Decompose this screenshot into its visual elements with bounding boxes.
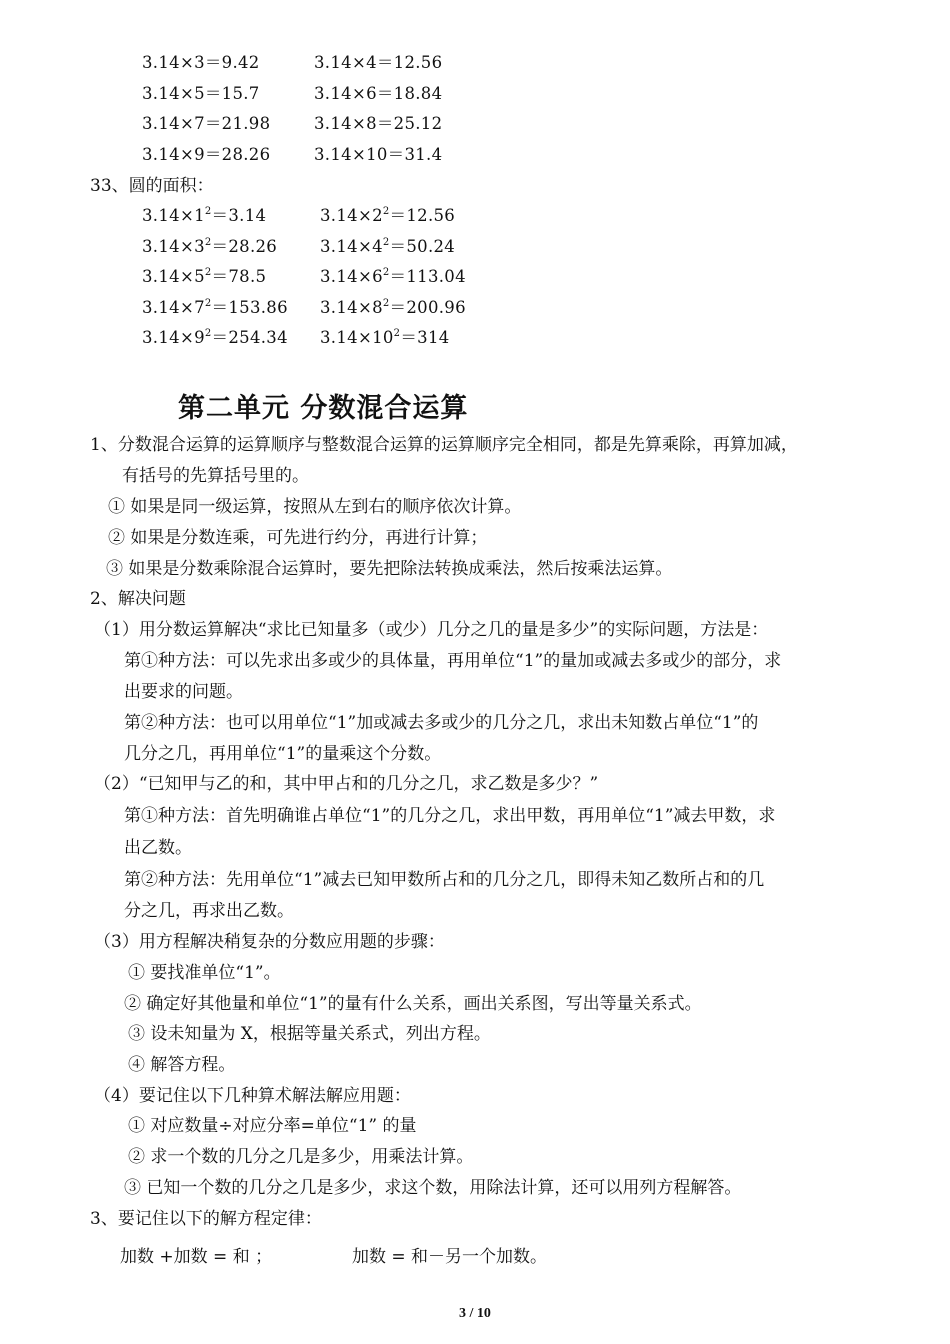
formula: $3.14\times 6^2=113.04$ bbox=[320, 267, 466, 286]
formula: $3.14\times 8^2=200.96$ bbox=[320, 298, 466, 317]
formula: 3.14×8＝25.12 bbox=[314, 114, 443, 133]
list-item: ② 如果是分数连乘，可先进行约分，再进行计算； bbox=[108, 528, 488, 548]
paragraph: 分之几，再求出乙数。 bbox=[124, 901, 294, 921]
formula: $3.14\times 3^2=28.26$ bbox=[142, 237, 278, 256]
paragraph: （2）“已知甲与乙的和，其中甲占和的几分之几，求乙数是多少？” bbox=[94, 774, 599, 794]
equation-law: 加数 = 和－另一个加数。 bbox=[352, 1247, 548, 1267]
formula: 3.14×9＝28.26 bbox=[142, 145, 271, 164]
formula: $3.14\times 4^2=50.24$ bbox=[320, 237, 456, 256]
paragraph: （1）用分数运算解决“求比已知量多（或少）几分之几的量是多少”的实际问题，方法是： bbox=[94, 620, 769, 640]
list-item: ③ 如果是分数乘除混合运算时，要先把除法转换成乘法，然后按乘法运算。 bbox=[106, 559, 673, 579]
section-title: 第二单元 分数混合运算 bbox=[178, 393, 469, 424]
paragraph: 第①种方法：首先明确谁占单位“1”的几分之几，求出甲数，再用单位“1”减去甲数，求 bbox=[124, 806, 776, 826]
formula: 3.14×6＝18.84 bbox=[314, 84, 443, 103]
list-item: ① 对应数量÷对应分率=单位“1” 的量 bbox=[128, 1116, 417, 1136]
paragraph: 有括号的先算括号里的。 bbox=[122, 466, 309, 486]
paragraph: 3、要记住以下的解方程定律： bbox=[90, 1209, 322, 1229]
formula: 3.14×4＝12.56 bbox=[314, 53, 443, 72]
page-number: 3 / 10 bbox=[459, 1306, 491, 1321]
formula: 3.14×5＝15.7 bbox=[142, 84, 260, 103]
list-item: ② 确定好其他量和单位“1”的量有什么关系，画出关系图，写出等量关系式。 bbox=[124, 994, 702, 1014]
list-item: ② 求一个数的几分之几是多少，用乘法计算。 bbox=[128, 1147, 474, 1167]
paragraph: （4）要记住以下几种算术解法解应用题： bbox=[94, 1086, 411, 1106]
paragraph: 第①种方法：可以先求出多或少的具体量，再用单位“1”的量加或减去多或少的部分，求 bbox=[124, 651, 782, 671]
paragraph: 1、分数混合运算的运算顺序与整数混合运算的运算顺序完全相同，都是先算乘除，再算加减， bbox=[90, 435, 798, 455]
list-item: ① 如果是同一级运算，按照从左到右的顺序依次计算。 bbox=[108, 497, 522, 517]
formula: 3.14×3＝9.42 bbox=[142, 53, 260, 72]
formula: $3.14\times 2^2=12.56$ bbox=[320, 206, 456, 225]
paragraph: 第②种方法：也可以用单位“1”加或减去多或少的几分之几，求出未知数占单位“1”的 bbox=[124, 713, 759, 733]
formula: $3.14\times 10^2=314$ bbox=[320, 328, 450, 347]
paragraph: 几分之几，再用单位“1”的量乘这个分数。 bbox=[124, 744, 442, 764]
formula: $3.14\times 1^2=3.14$ bbox=[142, 206, 267, 225]
list-item: ③ 已知一个数的几分之几是多少，求这个数，用除法计算，还可以用列方程解答。 bbox=[124, 1178, 742, 1198]
formula: $3.14\times 9^2=254.34$ bbox=[142, 328, 288, 347]
equation-law: 加数 +加数 = 和 ； bbox=[120, 1247, 273, 1267]
paragraph: 2、解决问题 bbox=[90, 589, 186, 609]
formula: $3.14\times 5^2=78.5$ bbox=[142, 267, 267, 286]
paragraph: 第②种方法：先用单位“1”减去已知甲数所占和的几分之几，即得未知乙数所占和的几 bbox=[124, 870, 765, 890]
paragraph: 出要求的问题。 bbox=[124, 682, 243, 702]
paragraph: （3）用方程解决稍复杂的分数应用题的步骤： bbox=[94, 932, 445, 952]
formula: 3.14×10＝31.4 bbox=[314, 145, 443, 164]
paragraph: 出乙数。 bbox=[124, 838, 192, 858]
list-item: ① 要找准单位“1”。 bbox=[128, 963, 281, 983]
area-heading: 33、圆的面积： bbox=[90, 176, 214, 196]
formula: $3.14\times 7^2=153.86$ bbox=[142, 298, 288, 317]
list-item: ④ 解答方程。 bbox=[128, 1055, 236, 1075]
formula: 3.14×7＝21.98 bbox=[142, 114, 271, 133]
list-item: ③ 设未知量为 X，根据等量关系式，列出方程。 bbox=[128, 1024, 491, 1044]
